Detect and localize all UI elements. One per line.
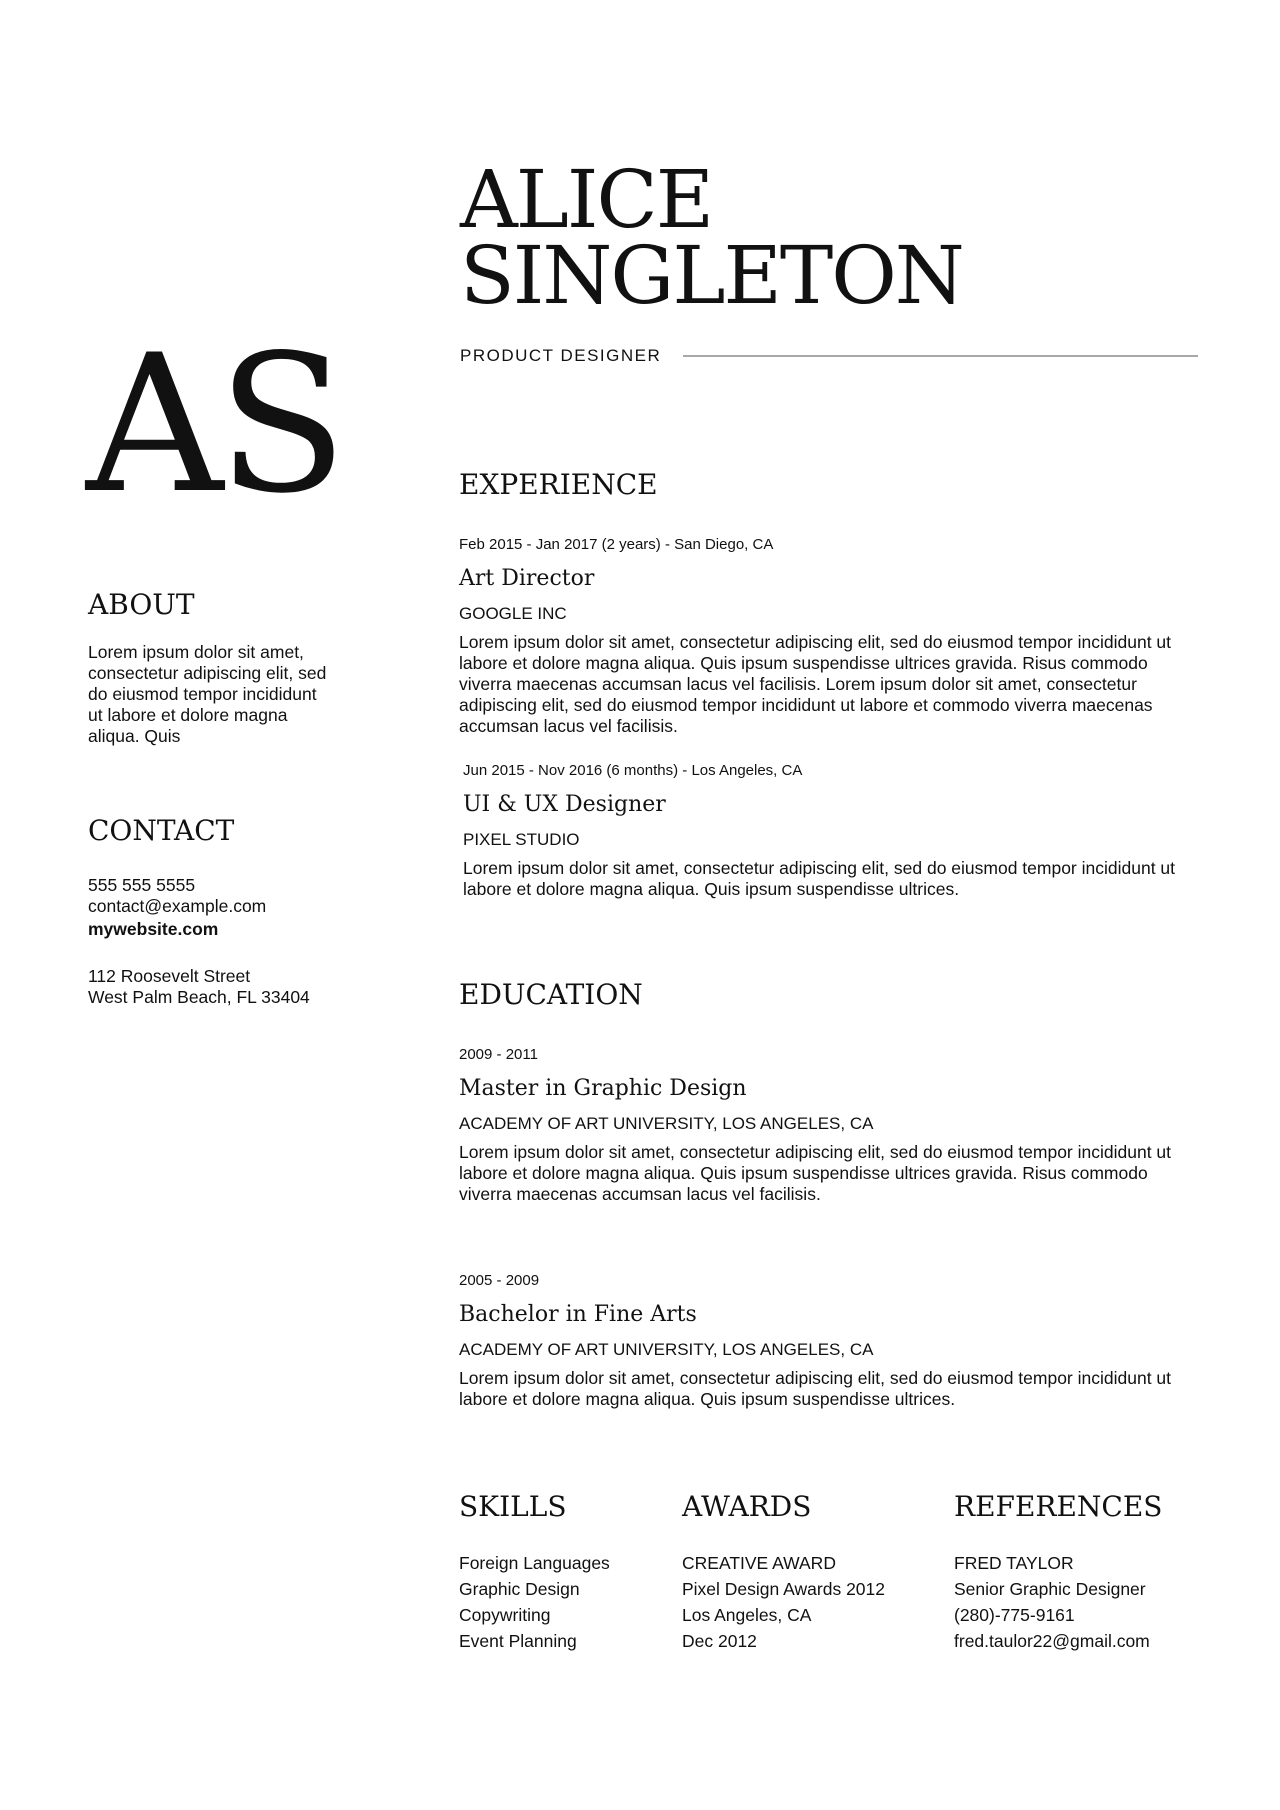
first-name: ALICE	[460, 153, 713, 246]
skill-item: Graphic Design	[459, 1579, 580, 1599]
job-role: PRODUCT DESIGNER	[460, 346, 662, 365]
contact-email[interactable]: contact@example.com	[88, 896, 267, 916]
reference-title: Senior Graphic Designer	[954, 1579, 1146, 1599]
about-heading: ABOUT	[88, 588, 195, 621]
experience-1-description: Lorem ipsum dolor sit amet, consectetur adipiscing elit, sed do eiusmod tempor incididunt ut labore et dolore magna aliqua. Quis ipsum suspendisse ultrices gravida. Risus commodo viverra maecenas accumsan lacus vel facilisis. Lorem ipsum dolor sit amet, consectetur adipiscing elit, sed do eiusmod tempor incididunt ut labore et commodo viverra maecenas accumsan lacus vel facilisis.	[459, 632, 1172, 736]
reference-email[interactable]: fred.taulor22@gmail.com	[954, 1631, 1150, 1651]
experience-2-description: Lorem ipsum dolor sit amet, consectetur adipiscing elit, sed do eiusmod tempor incididunt ut labore et dolore magna aliqua. Quis ipsum suspendisse ultrices.	[463, 858, 1176, 899]
skills-heading: SKILLS	[459, 1490, 567, 1523]
references-heading: REFERENCES	[954, 1490, 1163, 1523]
contact-website[interactable]: mywebsite.com	[88, 919, 219, 939]
experience-1-company: GOOGLE INC	[459, 604, 567, 623]
award-item: Los Angeles, CA	[682, 1605, 812, 1625]
awards-list	[682, 1550, 885, 1654]
education-2-dates: 2005 - 2009	[459, 1272, 540, 1289]
contact-phone: 555 555 5555	[88, 875, 196, 895]
education-2-school: ACADEMY OF ART UNIVERSITY, LOS ANGELES, CA	[459, 1340, 874, 1359]
role-row	[460, 346, 1198, 366]
education-1-title: Master in Graphic Design	[459, 1076, 747, 1101]
education-1-description: Lorem ipsum dolor sit amet, consectetur adipiscing elit, sed do eiusmod tempor incididunt ut labore et dolore magna aliqua. Quis ipsum suspendisse ultrices gravida. Risus commodo viverra maecenas accumsan lacus vel facilisis.	[459, 1142, 1172, 1204]
education-heading: EDUCATION	[459, 978, 643, 1011]
reference-phone: (280)-775-9161	[954, 1605, 1075, 1625]
awards-heading: AWARDS	[682, 1490, 812, 1523]
skill-item: Event Planning	[459, 1631, 577, 1651]
education-1-school: ACADEMY OF ART UNIVERSITY, LOS ANGELES, CA	[459, 1114, 874, 1133]
education-1-dates: 2009 - 2011	[459, 1046, 538, 1063]
experience-2-dates: Jun 2015 - Nov 2016 (6 months) - Los Angeles, CA	[463, 762, 803, 779]
skill-item: Foreign Languages	[459, 1553, 610, 1573]
award-item: CREATIVE AWARD	[682, 1553, 836, 1573]
experience-2-title: UI & UX Designer	[463, 792, 666, 817]
experience-1-dates: Feb 2015 - Jan 2017 (2 years) - San Diego, CA	[459, 536, 774, 553]
about-text: Lorem ipsum dolor sit amet, consectetur adipiscing elit, sed do eiusmod tempor incididunt ut labore et dolore magna aliqua. Quis	[88, 642, 327, 746]
monogram: AS	[86, 314, 342, 535]
contact-heading: CONTACT	[88, 814, 235, 847]
education-2-title: Bachelor in Fine Arts	[459, 1302, 697, 1327]
candidate-name	[460, 153, 963, 322]
skills-list	[459, 1550, 610, 1654]
skill-item: Copywriting	[459, 1605, 551, 1625]
references-list	[954, 1550, 1150, 1654]
contact-address-line1: 112 Roosevelt Street	[88, 966, 251, 986]
education-2-description: Lorem ipsum dolor sit amet, consectetur adipiscing elit, sed do eiusmod tempor incididunt ut labore et dolore magna aliqua. Quis ipsum suspendisse ultrices.	[459, 1368, 1172, 1409]
experience-1-title: Art Director	[459, 566, 595, 591]
award-item: Pixel Design Awards 2012	[682, 1579, 885, 1599]
contact-address-line2: West Palm Beach, FL 33404	[88, 987, 310, 1007]
reference-name: FRED TAYLOR	[954, 1553, 1074, 1573]
last-name: SINGLETON	[460, 229, 963, 322]
experience-2-company: PIXEL STUDIO	[463, 830, 580, 849]
experience-heading: EXPERIENCE	[459, 468, 658, 501]
role-divider	[683, 355, 1198, 357]
award-item: Dec 2012	[682, 1631, 757, 1651]
